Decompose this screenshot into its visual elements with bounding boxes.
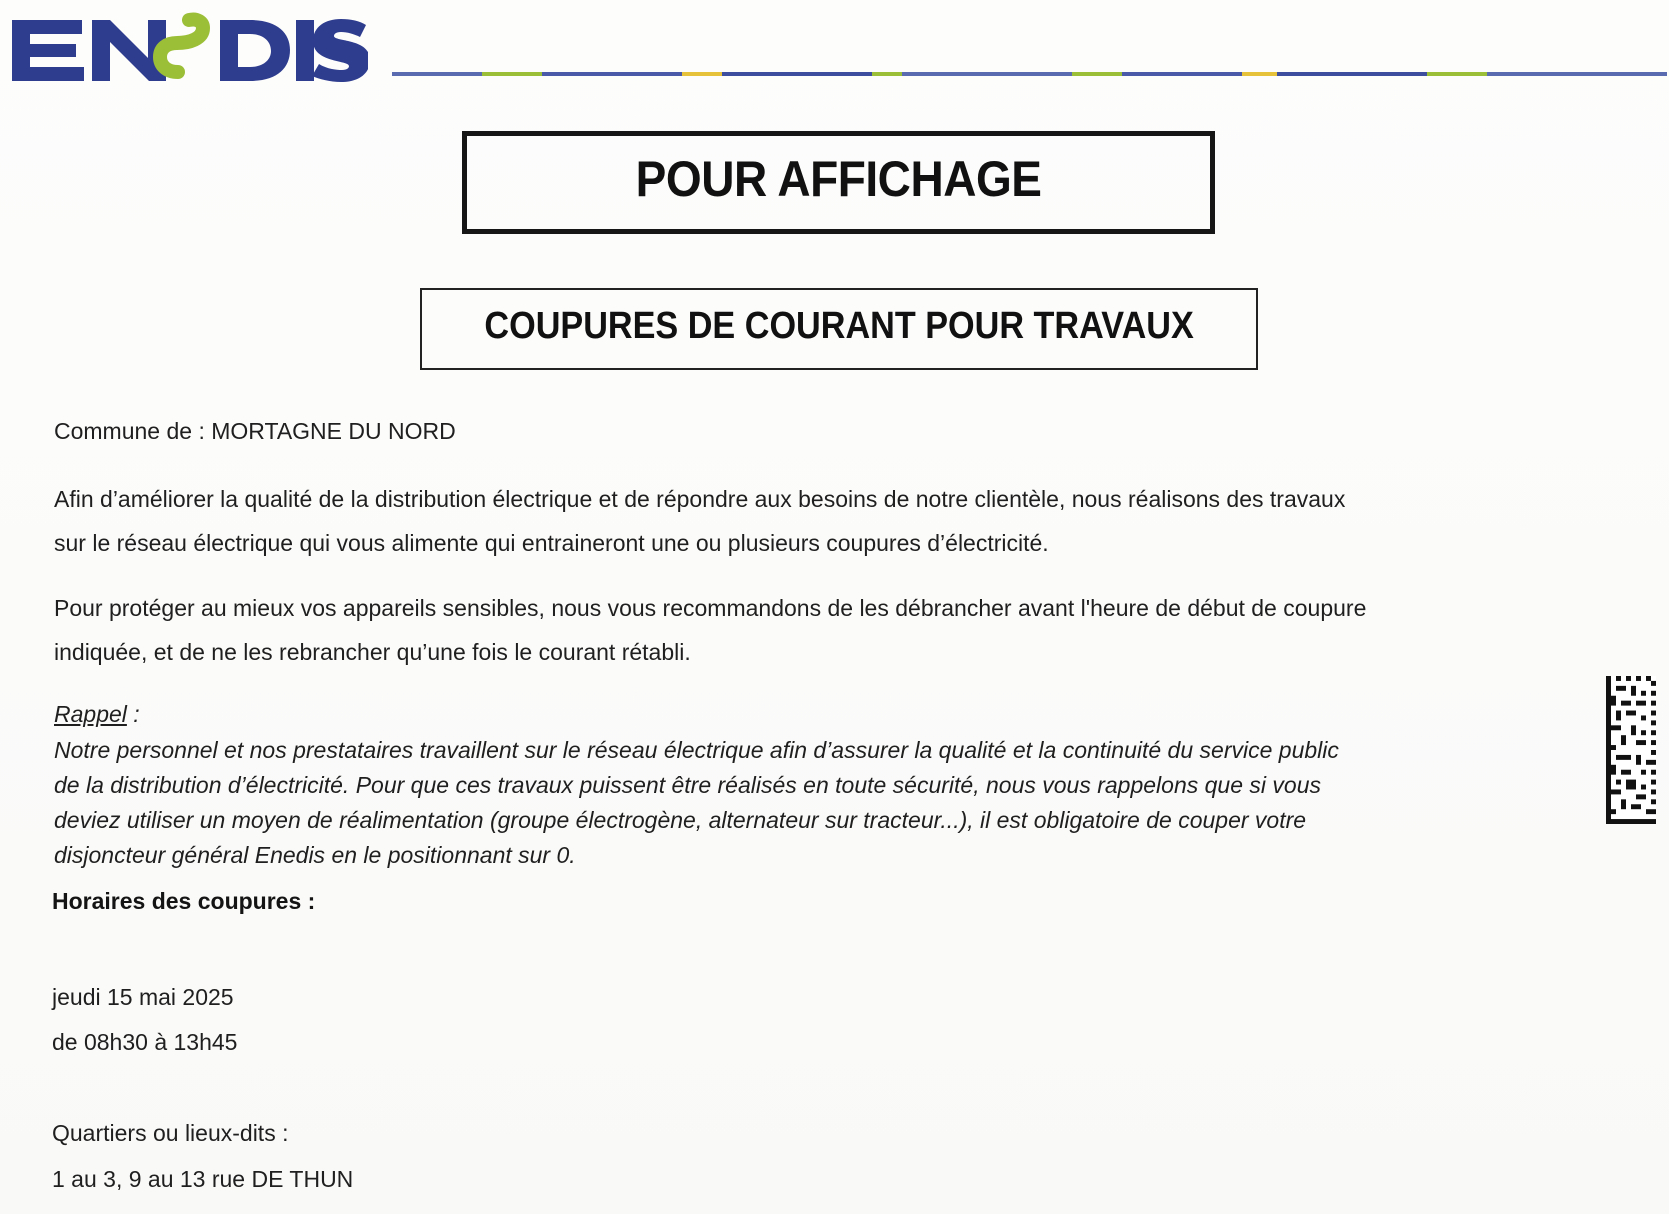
- intro-line-2: sur le réseau électrique qui vous alimente qui entraineront une ou plusieurs coupures d’électricité.: [54, 530, 1049, 556]
- rappel-colon: :: [126, 701, 140, 727]
- rappel-label: Rappel: [54, 701, 127, 727]
- enedis-logo: [8, 6, 368, 86]
- rappel-paragraph: [54, 733, 1339, 873]
- advice-paragraph: [54, 586, 1366, 674]
- header-divider-line: [392, 72, 1669, 76]
- rappel-line-1: Notre personnel et nos prestataires travaillent sur le réseau électrique afin d’assurer la qualité et la continuité du service public: [54, 737, 1339, 763]
- commune-line: Commune de : MORTAGNE DU NORD: [54, 418, 456, 444]
- outage-hours: de 08h30 à 13h45: [52, 1029, 238, 1055]
- page-title: POUR AFFICHAGE: [635, 150, 1042, 207]
- datamatrix-barcode: [1606, 676, 1656, 824]
- advice-line-1: Pour protéger au mieux vos appareils sensibles, nous vous recommandons de les débrancher avant l'heure de début de coupure: [54, 595, 1367, 621]
- intro-paragraph: [54, 477, 1345, 565]
- outage-date: jeudi 15 mai 2025: [52, 984, 234, 1010]
- schedule-heading: Horaires des coupures :: [52, 888, 316, 914]
- subtitle-box: [420, 288, 1258, 370]
- advice-line-2: indiquée, et de ne les rebrancher qu’une fois le courant rétabli.: [54, 639, 691, 665]
- rappel-heading: [54, 697, 140, 731]
- locations-label: Quartiers ou lieux-dits :: [52, 1120, 289, 1146]
- locations-value: 1 au 3, 9 au 13 rue DE THUN: [52, 1166, 354, 1192]
- rappel-line-3: deviez utiliser un moyen de réalimentation (groupe électrogène, alternateur sur tracteur...), il est obligatoire de couper votre: [54, 807, 1307, 833]
- rappel-line-2: de la distribution d’électricité. Pour que ces travaux puissent être réalisés en toute sécurité, nous vous rappelons que si vous: [54, 772, 1321, 798]
- title-box: [462, 131, 1215, 234]
- intro-line-1: Afin d’améliorer la qualité de la distribution électrique et de répondre aux besoins de notre clientèle, nous réalisons des travaux: [54, 486, 1346, 512]
- rappel-line-4: disjoncteur général Enedis en le positionnant sur 0.: [54, 842, 576, 868]
- page-subtitle: COUPURES DE COURANT POUR TRAVAUX: [484, 304, 1194, 347]
